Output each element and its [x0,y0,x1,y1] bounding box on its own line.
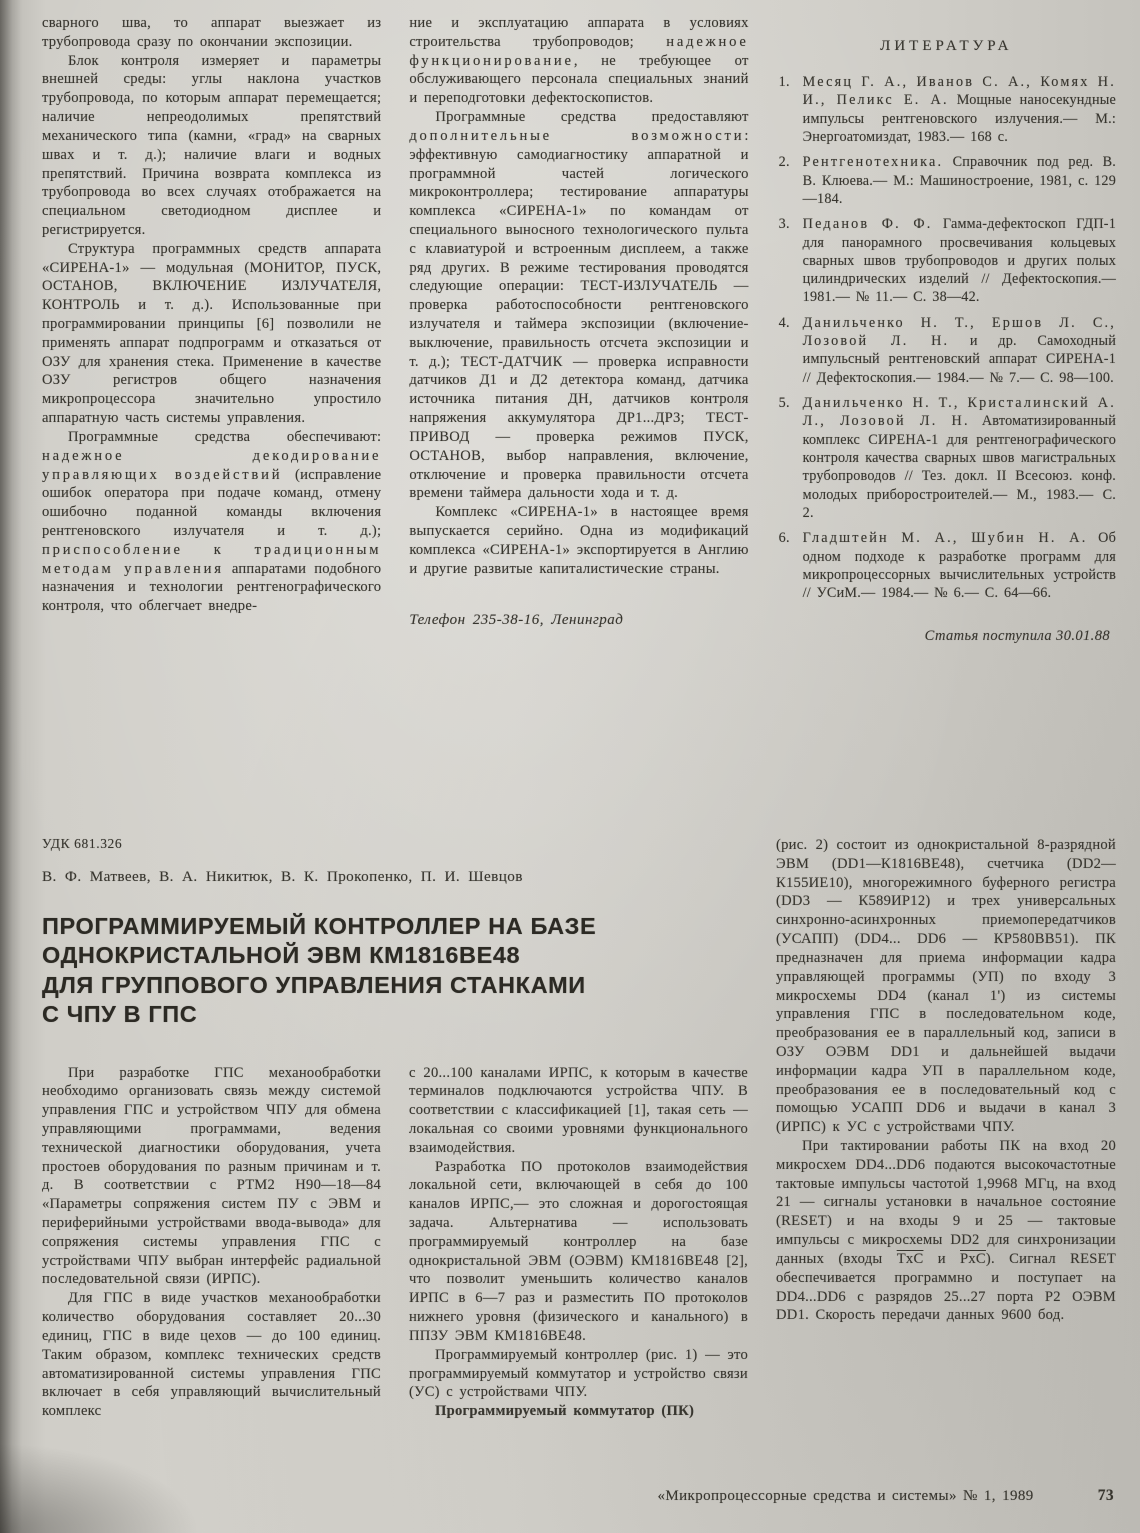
article-title-line: ОДНОКРИСТАЛЬНОЙ ЭВМ КМ1816ВЕ48 [42,942,521,969]
paragraph [42,240,381,428]
article-title-line: ПРОГРАММИРУЕМЫЙ КОНТРОЛЛЕР НА БАЗЕ [42,913,597,939]
text-run: Блок контроля измеряет и параметры внешней среды: углы наклона участков трубопровода, по которым аппарат перемещается; наличие непреодолимых препятствий механического типа (камни, «град» на сварных швах и т. д.); наличие влаги и водных препятствий. Причина возврата комплекса из трубопровода во всех случаях отображается на специальном светодиодном дисплее и регистрируется. [42,52,382,238]
article2-header-and-columns [42,834,748,1421]
reference-list [777,73,1116,602]
paragraph [42,52,381,240]
reference-text: Автоматизированный комплекс СИРЕНА-1 для рентгенографического контроля качества сварных швов магистральных трубопроводов // Тез. докл. II Всесоюз. конф. молодых приборостроителей.— М., 1983.— С. 2. [802,413,1116,521]
article1-column-1 [42,14,381,812]
reference-number: 4. [778,314,790,331]
article2-section [42,834,1116,1421]
paragraph [409,1158,748,1346]
text-run: Комплекс «СИРЕНА-1» в настоящее время выпускается серийно. Одна из модификаций комплекса «СИРЕНА-1» экспортируется в Англию и другие развитые капиталистические страны. [409,504,749,577]
article2-title [42,912,748,1030]
article2-column-2 [409,1064,748,1421]
literature-heading: ЛИТЕРАТУРА [880,38,1013,54]
article-received-note: Статья поступила 30.01.88 [924,628,1110,645]
reference-number: 2. [778,154,790,171]
text-run: ). Сигнал RESET обеспечивается программно и поступает на DD4...DD6 с разрядов 25...27 порта Р2 ОЭВМ DD1. Скорость передачи данных 9600 бод. [776,1250,1116,1324]
text-run: с 20...100 каналами ИРПС, к которым в качестве терминалов подключаются устройства ЧПУ. В соответствии с классификацией [1], такая сеть — локальная со своими уровнями функционального взаимодействия. [409,1064,748,1156]
text-run: надежное декодирование управляющих воздействий [42,447,382,483]
text-run: Для ГПС в виде участков механообработки количество оборудования составляет 20...30 единиц, ГПС в виде цехов — до 100 единиц. Таким образом, комплекс технических средств автоматизированной системы управления ГПС включает в себя управляющий вычислительный комплекс [42,1290,381,1420]
paragraph [42,1289,381,1421]
text-run: Программируемый коммутатор (ПК) [435,1403,695,1420]
reference-item [777,73,1116,146]
article2-column-1 [42,1064,381,1421]
reference-text: и др. Самоходный импульсный рентгеновский аппарат СИРЕНА-1 // Дефектоскопия.— 1984.— № 7.— С. 98—100. [802,333,1116,386]
reference-number: 5. [778,395,790,411]
text-run: (исправление ошибок оператора при подаче команд, отмену ошибочно поданной команды включения рентгеновского излучателя и т. д.); [42,466,382,539]
reference-authors: Гладштейн М. А., Шубин Н. А. [802,530,1088,547]
article-title-line: С ЧПУ В ГПС [42,1001,198,1028]
reference-number: 3. [778,216,790,233]
reference-text: Мощные наносекундные импульсы рентгеновского излучения.— М.: Энергоатомиздат, 1983.— 168 с. [802,92,1116,145]
paragraph [42,428,381,616]
paragraph [776,836,1116,1137]
text-run: При разработке ГПС механообработки необходимо организовать связь между системой управления ГПС и устройством ЧПУ для обмена управляющими программами, ведения технической диагностики оборудования, учета простоев оборудования по разным причинам и т. д. В соответствии с РТМ2 Н90—18—84 «Параметры сопряжения систем ПУ с ЭВМ и периферийными устройствами ввода-вывода» для сопряжения системы управления ГПС с устройствами ЧПУ выбран интерфейс радиальной последовательной связи (ИРПС). [42,1064,381,1288]
journal-footer-title: «Микропроцессорные средства и системы» № 1, 1989 [657,1488,1034,1504]
text-run: Структура программных средств аппарата «СИРЕНА-1» — модульная (МОНИТОР, ПУСК, ОСТАНОВ, ВКЛЮЧЕНИЕ ИЗЛУЧАТЕЛЯ, КОНТРОЛЬ и т. д.). Использованные при программировании принципы [6] позволили не применять аппарат подпрограмм и отказаться от ОЗУ для хранения стека. Применение в качестве ОЗУ регистров общего назначения микропроцессора значительно упростило аппаратную часть системы управления. [42,240,382,427]
paragraph [409,1064,748,1158]
text-run: сварного шва, то аппарат выезжает из трубопровода сразу по окончании экспозиции. [42,15,382,50]
text-run: , не требующее от обслуживающего персонала специальных знаний и переподготовки дефектоскопистов. [409,52,749,107]
paragraph [409,108,748,503]
reference-number: 6. [778,530,790,547]
article2-body-columns [42,1064,748,1421]
paragraph [42,1064,381,1290]
text-run: : эффективную самодиагностику аппаратной и программной частей логического микроконтроллера; тестирование аппаратуры комплекса «СИРЕНА-1» по командам от специального выносного технологического пульта с клавиатурой и встроенным дисплеем, а также ряд других. В режиме тестирования проводятся следующие операции: ТЕСТ-ИЗЛУЧАТЕЛЬ — проверка работоспособности рентгеновского излучателя и таймера экспозиции (включение-выключение, правильность отсчета экспозиции и т. д.); ТЕСТ-ДАТЧИК — проверка исправности датчиков Д1 и Д2 детектора команд, датчика источника питания ДН, датчиков контроля напряжения аккумулятора ДР1...ДР3; ТЕСТ-ПРИВОД — проверка режимов ПУСК, ОСТАНОВ, выбор направления, включение, отключение и проверка правильности отсчета времени таймера дальности хода и т. д. [409,127,749,502]
paragraph [409,1402,748,1421]
text-run: надежное функционирование [409,33,749,69]
reference-number: 1. [778,74,790,90]
text-run: Программные средства обеспечивают: [68,428,382,445]
reference-authors: Данильченко Н. Т., Ершов Л. С., Лозовой Л. Н. [802,314,1116,350]
text-run: Программируемый контроллер (рис. 1) — это программируемый коммутатор и устройство связи (УС) с устройствами ЧПУ. [409,1346,748,1401]
literature-column [777,14,1116,812]
reference-item [777,215,1116,307]
article2-authors: В. Ф. Матвеев, В. А. Никитюк, В. К. Прокопенко, П. И. Шевцов [42,868,523,885]
reference-item [777,314,1116,387]
udc-code: УДК 681.326 [42,836,123,851]
text-run: и [923,1250,960,1267]
paragraph [409,503,748,578]
reference-item [777,529,1116,602]
text-run: ние и эксплуатацию аппарата в условиях строительства трубопроводов; [409,15,749,50]
article1-column-2 [409,14,748,812]
reference-authors: Месяц Г. А., Иванов С. А., Комях Н. И., Пеликс Е. А. [802,74,1116,109]
page-footer [0,1487,1140,1505]
reference-item [777,153,1116,208]
text-run: Разработка ПО протоколов взаимодействия локальной сети, включающей в себя до 100 каналов ИРПС,— это сложная и дорогостоящая задача. Альтернатива — использовать программируемый контроллер на базе однокристальной ЭВМ (ОЭВМ) КМ1816ВЕ48 [2], что позволит уменьшить количество каналов ИРПС в 6—7 раз и разместить ПО протоколов нижнего уровня (физического и канального) в ППЗУ ЭВМ КМ1816ВЕ48. [409,1158,748,1344]
reference-authors: Педанов Ф. Ф. [802,216,933,233]
reference-text: Гамма-дефектоскоп ГДП-1 для панорамного просвечивания кольцевых сварных швов трубопроводов и других полых цилиндрических изделий // Дефектоскопия.— 1981.— № 11.— С. 38—42. [802,216,1116,306]
reference-authors: Данильченко Н. Т., Кристалинский А. Л., Лозовой Л. Н. [802,395,1116,430]
text-run: При тактировании работы ПК на вход 20 микросхем DD4...DD6 подаются высокочастотные тактовые импульсы частотой 1,9968 МГц, на вход 21 — сигналы установки в начальное состояние (RESET) и на входы 9 и 25 — тактовые импульсы с микросхемы DD2 для синхронизации данных (входы [776,1138,1116,1267]
text-run: Программные средства предоставляют [435,109,749,126]
reference-authors: Рентгенотехника. [802,154,944,171]
reference-item [777,394,1116,522]
text-run: $\overline{PxC}$ [960,1250,986,1267]
contact-phone-line: Телефон 235-38-16, Ленинград [409,612,624,629]
text-run: дополнительные возможности [409,127,745,144]
article-title-line: ДЛЯ ГРУППОВОГО УПРАВЛЕНИЯ СТАНКАМИ [42,971,586,998]
article1-column-2-text [409,14,748,578]
article1-continuation-section [42,14,1116,812]
text-run: (рис. 2) состоит из однокристальной 8-разрядной ЭВМ (DD1—К1816ВЕ48), счетчика (DD2—К155ИЕ10), многорежимного буферного регистра (DD3 — К589ИР12) и трех универсальных синхронно-асинхронных приемопередатчиков (УСАПП) (DD4... DD6 — КР580ВВ51). ПК предназначен для приема информации кадра управляющей программы (УП) по входу 3 микросхемы DD4 (канал 1') из системы управления ГПС в последовательном коде, преобразования ее в параллельный код, записи в ОЗУ ОЭВМ DD1 и дальнейшей выдачи информации кадра УП в параллельном коде, преобразования ее в последовательный код с помощью УСАПП DD6 и выдачи в канал 3 (ИРПС) к УС с устройствами ЧПУ. [776,837,1116,1136]
paragraph [409,1346,748,1402]
page-number: 73 [1097,1487,1114,1504]
text-run: аппаратами подобного назначения и технологии рентгенографического контроля, что облегчает внедре- [42,560,382,615]
text-run: $\overline{TxC}$ [896,1250,924,1267]
paragraph [409,14,748,108]
paragraph [42,14,381,52]
article2-column-3 [776,834,1116,1421]
paragraph [776,1137,1116,1325]
text-run: приспособление к традиционным методам управления [42,541,382,577]
reference-text: Об одном подходе к разработке программ для микропроцессорных вычислительных устройств // УСиМ.— 1984.— № 6.— С. 64—66. [802,530,1116,602]
reference-text: Справочник под ред. В. В. Клюева.— М.: Машиностроение, 1981, с. 129—184. [802,154,1116,207]
